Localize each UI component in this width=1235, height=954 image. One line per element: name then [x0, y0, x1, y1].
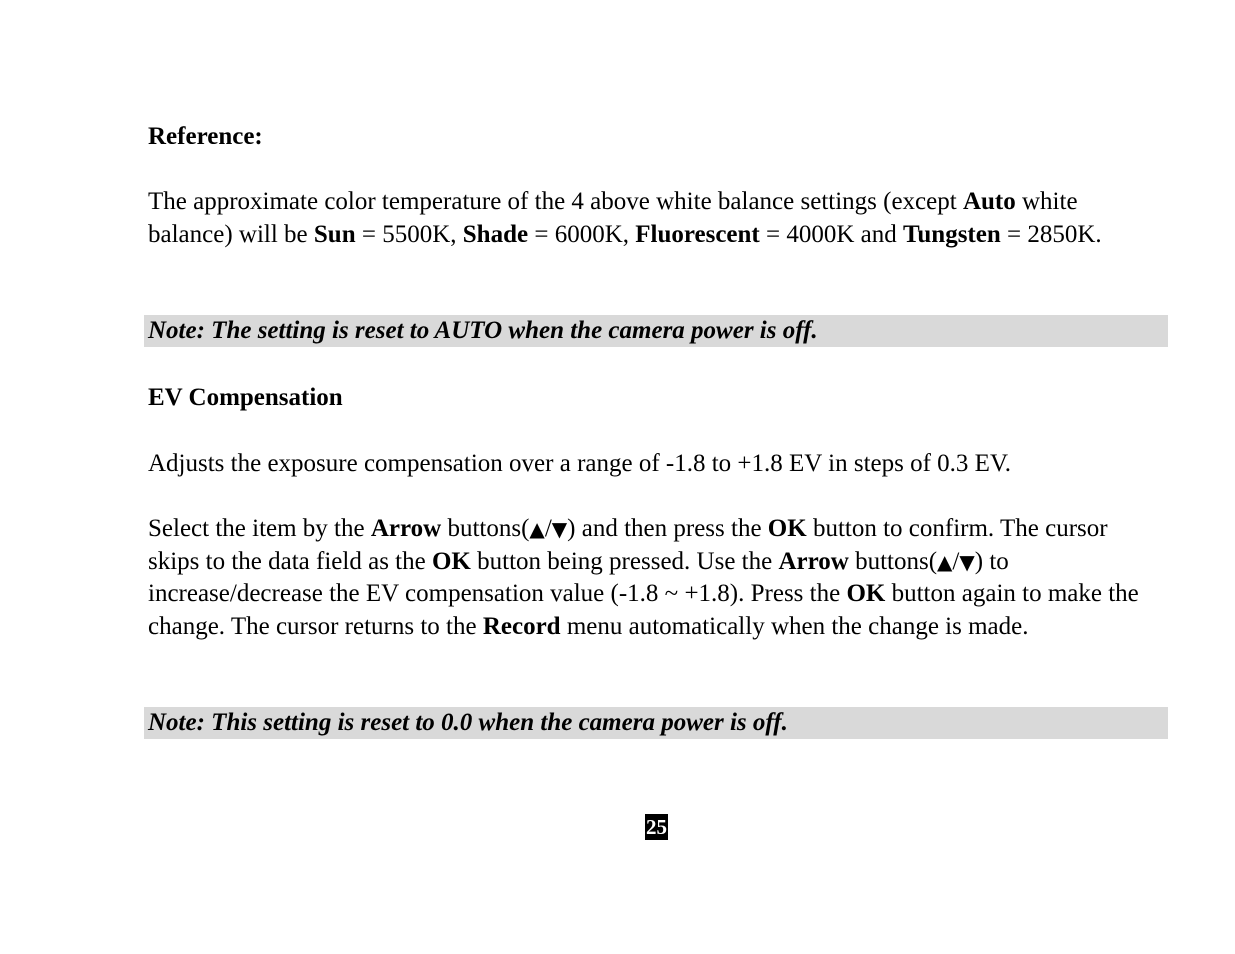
text: button again to make the change. The cursor returns to the	[148, 580, 1139, 640]
term-shade: Shade	[462, 220, 529, 248]
text: = 4000K and	[759, 220, 904, 248]
text: button being pressed. Use the	[470, 547, 779, 575]
text: button to confirm. The cursor skips to the data field as the	[148, 515, 1108, 575]
up-arrow-icon: ▲	[529, 517, 545, 541]
term-sun: Sun	[313, 220, 356, 248]
text: white balance) will be	[148, 188, 1078, 248]
term-ok: OK	[431, 547, 471, 575]
text: buttons(	[848, 547, 938, 575]
text: buttons(	[441, 515, 530, 542]
down-arrow-icon: ▼	[959, 549, 975, 574]
ev-adjusts-paragraph: Adjusts the exposure compensation over a range of -1.8 to +1.8 EV in steps of 0.3 EV.	[148, 450, 1012, 477]
text: menu automatically when the change is made.	[560, 612, 1029, 640]
text: The approximate color temperature of the 4 above white balance settings (except	[148, 188, 963, 215]
text: Select the item by the	[148, 515, 371, 542]
note-auto-reset: Note: The setting is reset to AUTO when the camera power is off.	[148, 317, 818, 344]
slash: /	[544, 515, 552, 542]
term-tungsten: Tungsten	[903, 220, 1001, 248]
text: ) and then press the	[567, 515, 768, 542]
page-number: 25	[646, 815, 667, 839]
reference-paragraph	[148, 186, 1138, 251]
term-arrow: Arrow	[370, 515, 442, 542]
text: = 5500K,	[355, 220, 463, 248]
term-record: Record	[482, 612, 561, 640]
ev-instructions-paragraph	[148, 513, 1148, 643]
note-ev-reset: Note: This setting is reset to 0.0 when the camera power is off.	[148, 709, 788, 736]
up-arrow-icon: ▲	[937, 549, 953, 574]
term-arrow: Arrow	[778, 547, 849, 575]
ev-heading	[148, 382, 1138, 415]
ev-heading-text: EV Compensation	[148, 384, 343, 411]
text: = 6000K,	[528, 220, 636, 248]
term-fluorescent: Fluorescent	[635, 220, 760, 248]
text: ) to increase/decrease the EV compensation value (-1.8 ~ +1.8). Press the	[148, 547, 1009, 607]
down-arrow-icon: ▼	[551, 517, 568, 541]
term-auto: Auto	[962, 188, 1016, 215]
reference-heading-text: Reference:	[148, 123, 263, 150]
term-ok: OK	[767, 515, 807, 542]
text: = 2850K.	[1000, 220, 1102, 248]
term-ok: OK	[846, 580, 886, 607]
slash: /	[952, 547, 960, 575]
reference-heading	[148, 121, 1138, 154]
